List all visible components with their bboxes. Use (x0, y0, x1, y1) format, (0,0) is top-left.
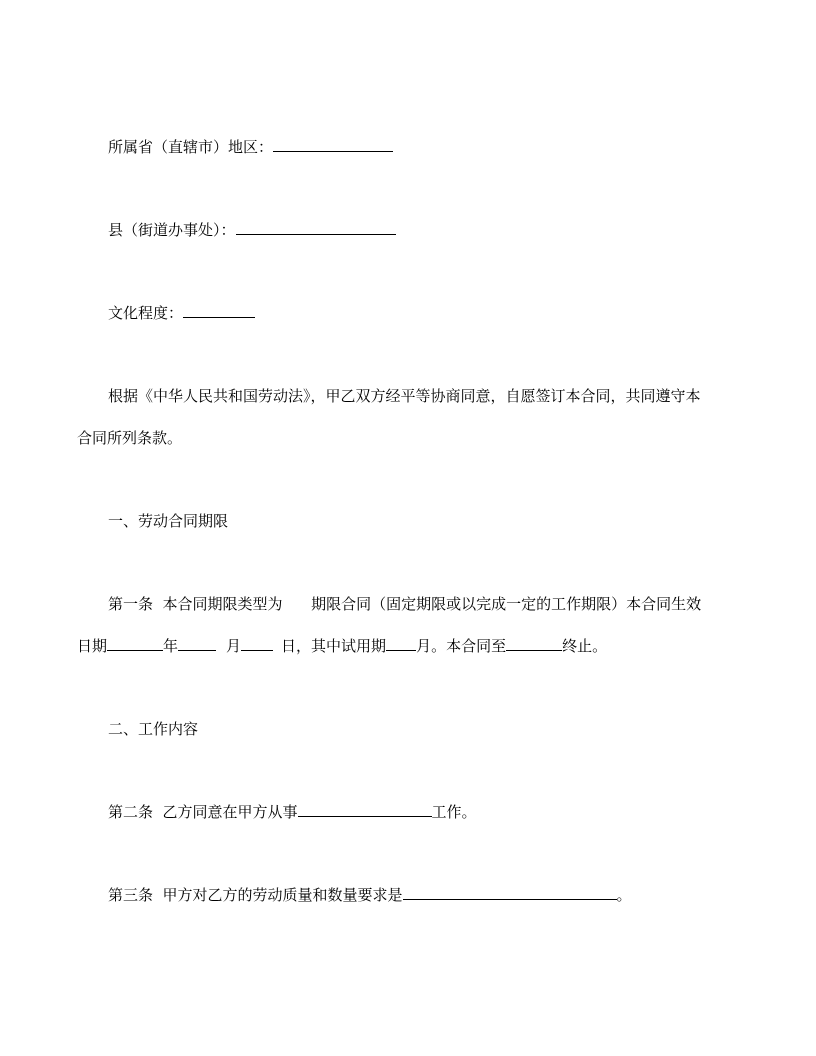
month-label: 月 (226, 637, 242, 655)
article2-text: 第二条 乙方同意在甲方从事 (108, 803, 298, 821)
article1-line-1: 第一条 本合同期限类型为 期限合同（固定期限或以完成一定的工作期限）本合同生效 (108, 595, 702, 613)
education-field (108, 303, 255, 323)
county-field (108, 220, 396, 240)
county-blank (236, 220, 396, 235)
article1-line-2 (77, 636, 607, 656)
article3-suffix: 。 (616, 886, 632, 904)
education-blank (183, 303, 255, 318)
article2 (108, 802, 477, 822)
year-blank (107, 636, 163, 651)
month-blank (178, 636, 216, 651)
job-blank (298, 802, 432, 817)
section2-heading: 二、工作内容 (108, 720, 199, 738)
county-label: 县（街道办事处）： (108, 221, 236, 239)
quality-blank (403, 885, 617, 900)
province-blank (273, 137, 393, 152)
article3-text: 第三条 甲方对乙方的劳动质量和数量要求是 (108, 886, 403, 904)
end-label: 终止。 (562, 637, 608, 655)
education-label: 文化程度： (108, 304, 184, 322)
probation-month-label: 月。本合同至 (416, 637, 507, 655)
article1-date-prefix: 日期 (77, 637, 108, 655)
intro-line-2: 合同所列条款。 (77, 429, 183, 447)
day-label: 日，其中试用期 (281, 637, 387, 655)
province-field (108, 137, 393, 157)
probation-blank (386, 636, 416, 651)
article3 (108, 885, 632, 905)
province-label: 所属省（直辖市）地区： (108, 138, 274, 156)
day-blank (241, 636, 273, 651)
article2-suffix: 工作。 (431, 803, 477, 821)
intro-line-1: 根据《中华人民共和国劳动法》，甲乙双方经平等协商同意，自愿签订本合同，共同遵守本 (108, 387, 701, 405)
year-label: 年 (163, 637, 179, 655)
end-date-blank (506, 636, 562, 651)
section1-heading: 一、劳动合同期限 (108, 512, 229, 530)
